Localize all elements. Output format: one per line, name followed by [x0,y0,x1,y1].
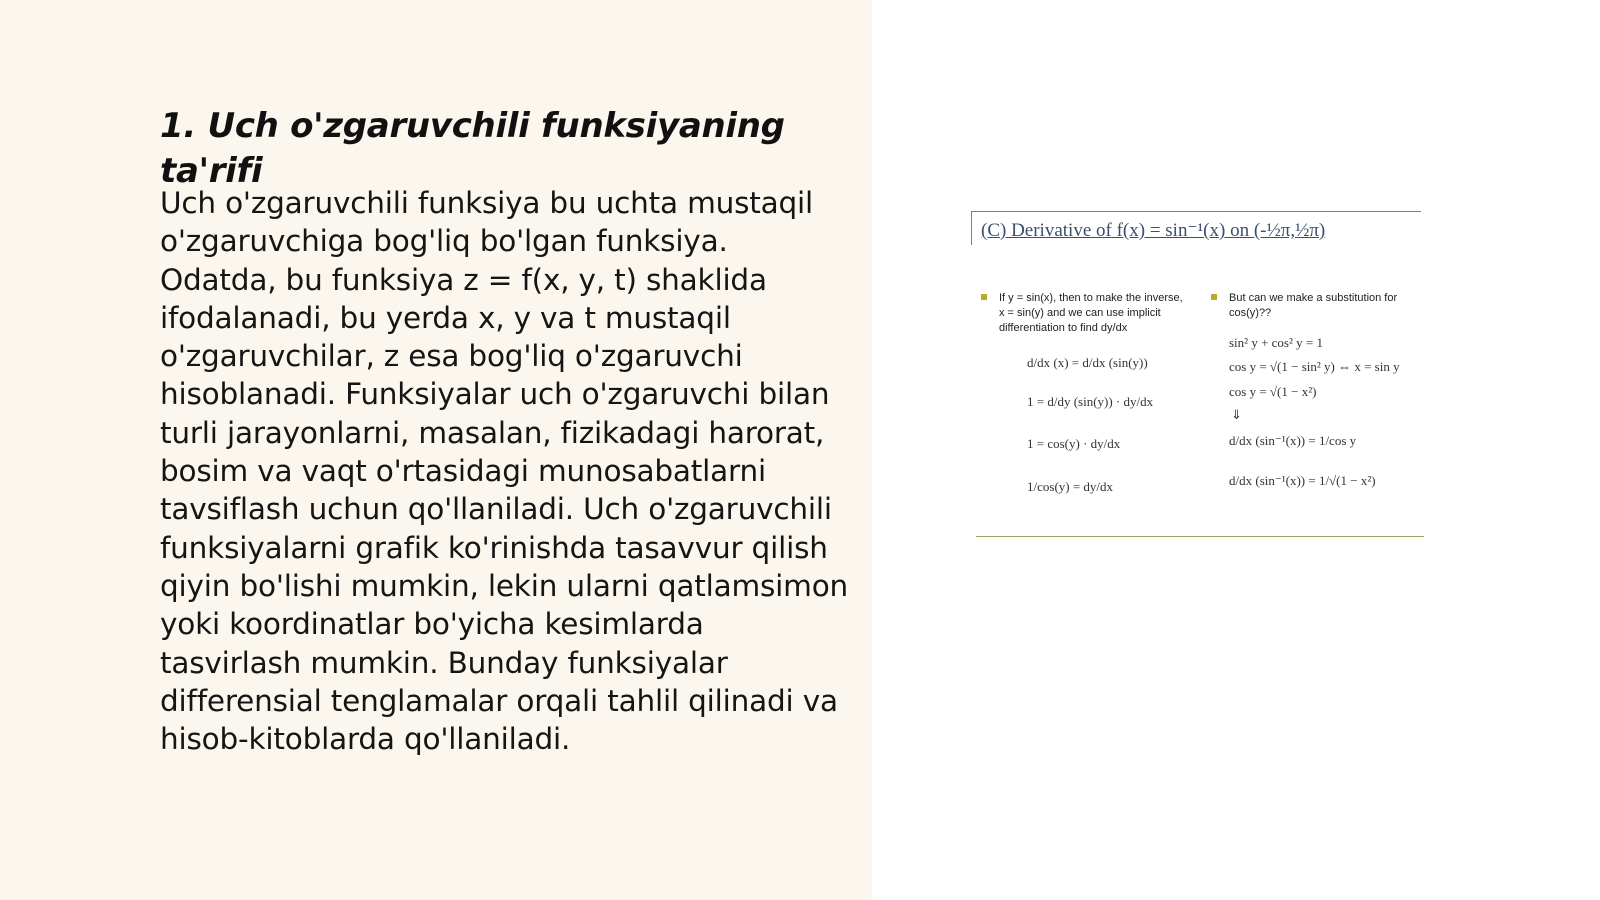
right-equation-5: d/dx (sin⁻¹(x)) = 1/cos y [1229,433,1357,448]
right-equation-6: d/dx (sin⁻¹(x)) = 1/√(1 − x²) [1229,473,1376,488]
left-equation-2: 1 = d/dy (sin(y)) · dy/dx [1027,394,1154,409]
right-equation-1: sin² y + cos² y = 1 [1229,335,1323,350]
slide-body-text: Uch o'zgaruvchili funksiya bu uchta mustaqil o'zgaruvchiga bog'liq bo'lgan funksiya. Odatda, bu funksiya z = f(x, y, t) shaklida ifodalanadi, bu yerda x, y va t mustaqil o'zgaruvchilar, z esa bog'liq o'zgaruvchi hisoblanadi. Funksiyalar uch o'zgaruvchi bilan turli jarayonlarni, masalan, fizikadagi harorat, bosim va vaqt o'rtasidagi munosabatlarni tavsiflash uchun qo'llaniladi. Uch o'zgaruvchili funksiyalarni grafik ko'rinishda tasavvur qilish qiyin bo'lishi mumkin, lekin ularni qatlamsimon yoki koordinatlar bo'yicha kesimlarda tasvirlash mumkin. Bunday funksiyalar differensial tenglamalar orqali tahlil qilinadi va hisob-kitoblarda qo'llaniladi. [160,186,849,757]
right-equation-2: cos y = √(1 − sin² y) ⇔ x = sin y [1229,359,1400,374]
left-equation-3: 1 = cos(y) · dy/dx [1027,436,1121,451]
left-equation-1: d/dx (x) = d/dx (sin(y)) [1027,355,1148,370]
right-equation-4: ⇓ [1231,407,1242,422]
slide-title: 1. Uch o'zgaruvchili funksiyaning ta'rifi [160,106,785,191]
right-equation-3: cos y = √(1 − x²) [1229,384,1317,399]
inset-left-text: If y = sin(x), then to make the inverse, x = sin(y) and we can use implicit differentiation to find dy/dx [999,292,1183,334]
bullet-icon [1211,294,1217,300]
inset-right-column [1211,291,1425,321]
inset-bottom-rule [976,536,1424,537]
left-equation-4: 1/cos(y) = dy/dx [1027,479,1114,494]
bullet-icon [981,294,987,300]
inset-right-text: But can we make a substitution for cos(y)?? [1229,292,1398,319]
inset-side-rule [971,211,972,245]
derivative-slide-image [971,211,1425,539]
inset-top-rule [971,211,1421,212]
inset-left-column [981,291,1191,336]
inset-title: (C) Derivative of f(x) = sin⁻¹(x) on (-½π,½π) [981,220,1326,241]
